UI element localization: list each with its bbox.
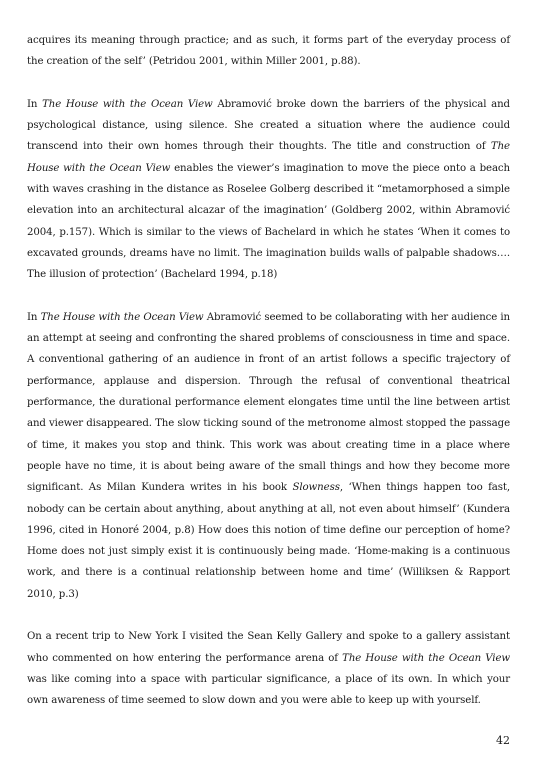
body-text: acquires its meaning through practice; and as such, it forms part of the everyday process of the creation of the self’ (Petridou 2001, within Miller 2001, p.88).: [27, 35, 510, 68]
body-text: On a recent trip to New York I visited the Sean Kelly Gallery and spoke to a gallery assistant who commented on how entering the performance arena of: [27, 631, 510, 664]
italic-title-text: The House with the Ocean View: [27, 141, 510, 174]
italic-title-text: Slowness: [292, 482, 340, 494]
paragraph-3: [27, 307, 510, 605]
italic-title-text: The House with the Ocean View: [42, 98, 213, 110]
body-text: In: [27, 311, 41, 323]
body-text: In: [27, 98, 43, 110]
body-text: enables the viewer’s imagination to move the piece onto a beach with waves crashing in the distance as Roselee Golberg described it “metamorphosed a simple elevation into an architectural alcazar of the imagination’ (Goldberg 2002, within Abramović 2004, p.157). Which is similar to the views of Bachelard in which he states ‘When it comes to excavated grounds, dreams have no limit. The imagination builds walls of palpable shadows…. The illusion of protection’ (Bachelard 1994, p.18): [27, 162, 510, 281]
italic-title-text: The House with the Ocean View: [40, 311, 204, 323]
document-page: [27, 30, 510, 733]
body-text: Abramović seemed to be collaborating with her audience in an attempt at seeing and confronting the shared problems of consciousness in time and space. A conventional gathering of an audience in front of an artist follows a specific trajectory of performance, applause and dispersion. Through the refusal of conventional theatrical performance, the durational performance element elongates time until the line between artist and viewer disappeared. The slow ticking sound of the metronome almost stopped the passage of time, it makes you stop and think. This work was about creating time in a place where people have no time, it is about being aware of the small things and how they become more significant. As Milan Kundera writes in his book: [27, 311, 510, 494]
page-number: 42: [496, 734, 510, 747]
body-text: Abramović broke down the barriers of the physical and psychological distance, using silence. She created a situation where the audience could transcend into their own homes through their thoughts. The title and construction of: [27, 98, 510, 153]
italic-title-text: The House with the Ocean View: [342, 652, 510, 664]
paragraph-1: [27, 30, 510, 73]
paragraph-4: [27, 626, 510, 711]
body-text: , ‘When things happen too fast, nobody can be certain about anything, about anything at all, not even about himself’ (Kundera 1996, cited in Honoré 2004, p.8) How does this notion of time define our perception of home? Home does not just simply exist it is continuously being made. ‘Home-making is a continuous work, and there is a continual relationship between home and time’ (Williksen & Rapport 2010, p.3): [27, 482, 510, 600]
body-text: was like coming into a space with particular significance, a place of its own. In which your own awareness of time seemed to slow down and you were able to keep up with yourself.: [27, 673, 510, 707]
paragraph-2: [27, 94, 510, 286]
